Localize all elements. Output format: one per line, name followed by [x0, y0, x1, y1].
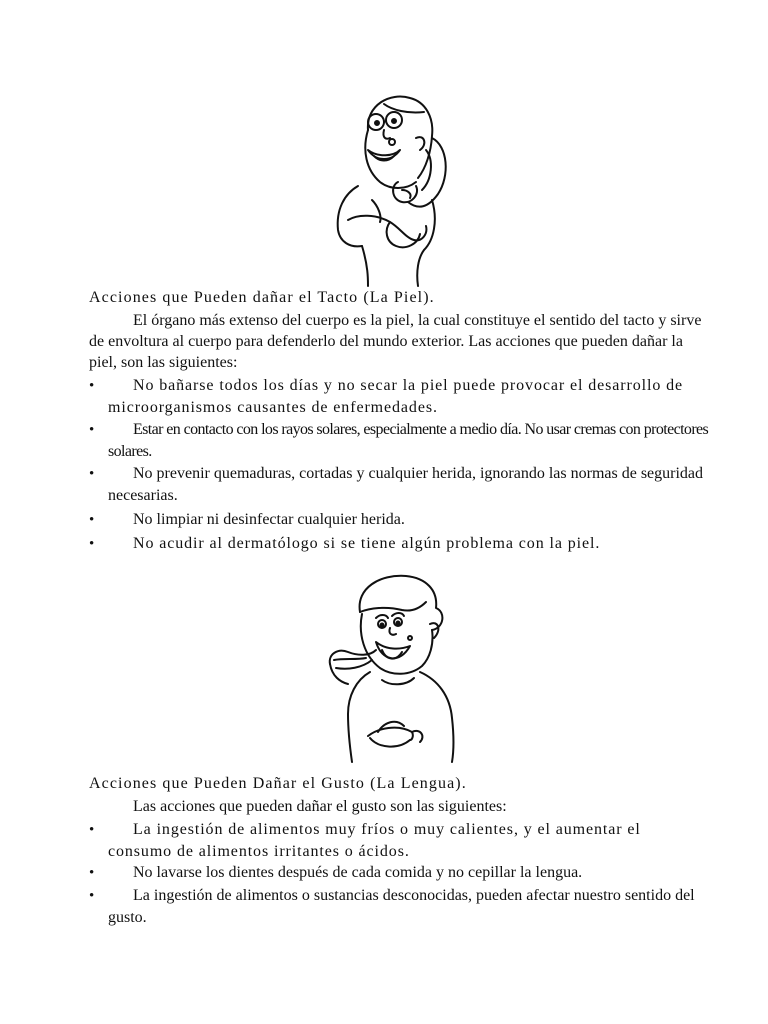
taste-illustration [326, 572, 464, 764]
list-item [89, 509, 709, 531]
bullet-text: La ingestión de alimentos o sustancias desconocidas, pueden afectar nuestro sentido del gusto. [108, 887, 695, 926]
section1-intro [89, 310, 704, 373]
list-item [89, 885, 709, 929]
section1-intro-text: El órgano más extenso del cuerpo es la piel, la cual constituye el sentido del tacto y sirve de envoltura al cuerpo para defenderlo del mundo exterior. Las acciones que pueden dañar la piel, son las siguientes: [89, 312, 702, 371]
bullet-text: No lavarse los dientes después de cada comida y no cepillar la lengua. [133, 864, 583, 881]
bullet-symbol: • [89, 466, 95, 482]
bullet-symbol: • [89, 512, 95, 528]
bullet-symbol: • [89, 822, 95, 838]
bullet-symbol: • [89, 536, 95, 552]
section1-title: Acciones que Pueden dañar el Tacto (La Piel). [89, 289, 435, 306]
list-item [89, 819, 709, 863]
list-item [89, 463, 709, 507]
bullet-text: La ingestión de alimentos muy fríos o muy calientes, y el aumentar el consumo de alimentos irritantes o ácidos. [108, 821, 641, 860]
touch-illustration [328, 90, 460, 288]
bullet-symbol: • [89, 422, 95, 438]
list-item [89, 533, 709, 555]
list-item [89, 419, 709, 463]
bullet-symbol: • [89, 865, 95, 881]
bullet-text: Estar en contacto con los rayos solares, especialmente a medio día. No usar cremas con protectores solares. [108, 421, 709, 460]
bullet-text: No acudir al dermatólogo si se tiene algún problema con la piel. [133, 535, 601, 552]
list-item [89, 375, 709, 419]
bullet-symbol: • [89, 378, 95, 394]
section2-intro-text: Las acciones que pueden dañar el gusto son las siguientes: [133, 798, 507, 815]
bullet-text: No bañarse todos los días y no secar la piel puede provocar el desarrollo de microorganismos causantes de enfermedades. [108, 377, 684, 416]
bullet-text: No prevenir quemaduras, cortadas y cualquier herida, ignorando las normas de seguridad necesarias. [108, 465, 704, 504]
section2-title: Acciones que Pueden Dañar el Gusto (La Lengua). [89, 775, 467, 792]
list-item [89, 862, 709, 884]
bullet-text: No limpiar ni desinfectar cualquier herida. [133, 511, 405, 528]
section2-intro [89, 796, 704, 817]
bullet-symbol: • [89, 888, 95, 904]
